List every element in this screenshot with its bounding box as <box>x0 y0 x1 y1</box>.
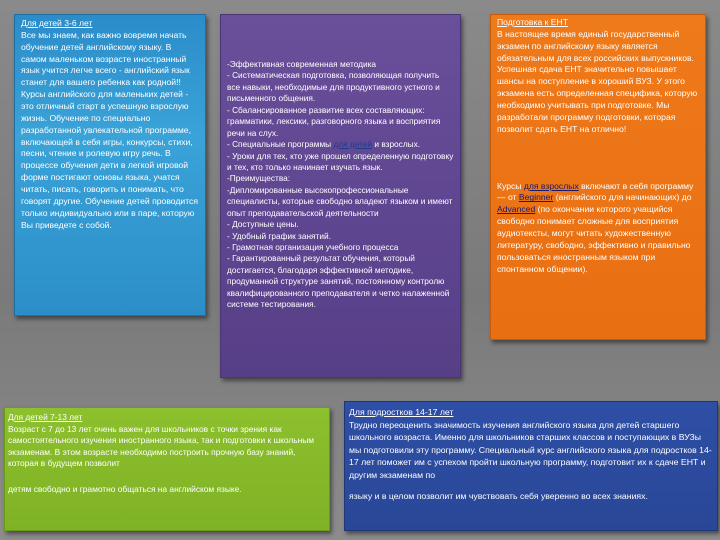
adult-text-end: (по окончании которого учащийся свободно понимает сложные для восприятия аудиотексты, могут читать художественную литературу, свободно, эффективно и правильно пользоваться иностранным языком при спонтанном общении). <box>497 204 691 274</box>
adult-text-mid2: (английского для начинающих) до <box>553 192 692 203</box>
kids-7-13-panel <box>4 407 330 531</box>
adults-link[interactable]: для взрослых <box>523 180 579 191</box>
kids-3-6-panel <box>14 14 206 316</box>
method-line-9: - Удобный график занятий. <box>227 230 331 241</box>
advanced-link[interactable]: Advanced <box>497 204 536 215</box>
ent-prep-title[interactable]: Подготовка к ЕНТ <box>497 17 568 27</box>
method-line-8: - Доступные цены. <box>227 219 299 230</box>
adult-courses-text <box>497 181 699 276</box>
methodology-panel <box>220 14 461 378</box>
kids-7-13-text: Возраст с 7 до 13 лет очень важен для школьников с точки зрения как самостоятельного изучения иностранного языка, так и подготовки к школьным экзаменам. В этом возрасте необходимо построить прочную базу знаний, которая в будущем позволит <box>8 423 315 469</box>
method-line-2: - Систематическая подготовка, позволяющая получить все навыки, необходимые для продуктивного устного и письменного общения. <box>227 70 440 104</box>
kids-link[interactable]: для детей <box>333 139 373 150</box>
method-line-10: - Грамотная организация учебного процесса <box>227 242 399 252</box>
method-line-6: -Преимущества: <box>227 173 291 184</box>
teens-14-17-title[interactable]: Для подростков 14-17 лет <box>349 407 454 417</box>
teens-14-17-text-end: языку и в целом позволит им чувствовать себя уверенно во всех знаниях. <box>349 490 648 501</box>
method-line-7: -Дипломированные высокопрофессиональные специалисты, которые свободно владеют языком и имеют опыт преподавательской деятельности <box>227 184 453 218</box>
teens-14-17-panel <box>344 401 718 531</box>
kids-7-13-text-end: детям свободно и грамотно общаться на английском языке. <box>8 483 242 494</box>
method-line-1: -Эффективная современная методика <box>227 59 377 69</box>
method-line-4-start: - Специальные программы <box>227 139 334 150</box>
method-line-4-end: и взрослых. <box>372 139 421 150</box>
ent-prep-text: В настоящее время единый государственный экзамен по английскому языку является обязательным для всех российских выпускников. Успешная сдача ЕНТ значительно повышает шансы на поступление в хороший ВУЗ. У этого экзамена есть определенная специфика, которую необходимо учитывать при подготовке. Мы разработали программу подготовки, которая позволит сдать ЕНТ на отлично! <box>497 28 698 134</box>
ent-prep-panel <box>490 14 706 340</box>
method-line-4 <box>227 139 454 150</box>
kids-7-13-title[interactable]: Для детей 7-13 лет <box>8 412 83 422</box>
method-line-5: - Уроки для тех, кто уже прошел определенную подготовку и тех, кто только начинает изучать язык. <box>227 150 454 172</box>
beginner-link[interactable]: Beginner <box>518 192 554 203</box>
method-line-3: - Сбалансированное развитие всех составляющих: грамматики, лексики, разговорного языка и восприятия речи на слух. <box>227 104 441 138</box>
kids-3-6-title[interactable]: Для детей 3-6 лет <box>21 18 93 28</box>
adult-text-start: Курсы <box>497 180 524 191</box>
method-line-11: - Гарантированный результат обучения, который достигается, благодаря эффективной методике, продуманной структуре занятий, постоянному контролю квалифицированного преподавателя и четко налаженной системе тестирования. <box>227 253 450 310</box>
teens-14-17-text: Трудно переоценить значимость изучения английского языка для детей старшего школьного возраста. Именно для школьников старших классов и поступающих в ВУЗы мы подготовили эту программу. Специальный курс английского языка для подростков 14-17 лет поможет им с успехом пройти школьную программу, подготовит их к сдаче ЕНТ и другим экзаменам по <box>349 419 712 481</box>
adult-text-mid1: включают в себя программу — от <box>497 180 694 203</box>
kids-3-6-text: Все мы знаем, как важно вовремя начать обучение детей английскому языку. В самом маленьком возрасте иностранный язык учится легче всего - английский язык станет для вашего ребенка как родной!! Курсы английского для маленьких детей - это отличный старт в успешную взрослую жизнь. Обучение по специально разработанной увлекательной программе, включающей в себя игры, конкурсы, стихи, песни, чтение и ролевую игру речь. В процессе обучения дети в легкой игровой форме постигают основы языка, учатся читать, писать, говорить и понимать, что говорят другие. Обучение детей проводится только индивидуально или в паре, которую Вы приведете с собой. <box>21 29 198 230</box>
